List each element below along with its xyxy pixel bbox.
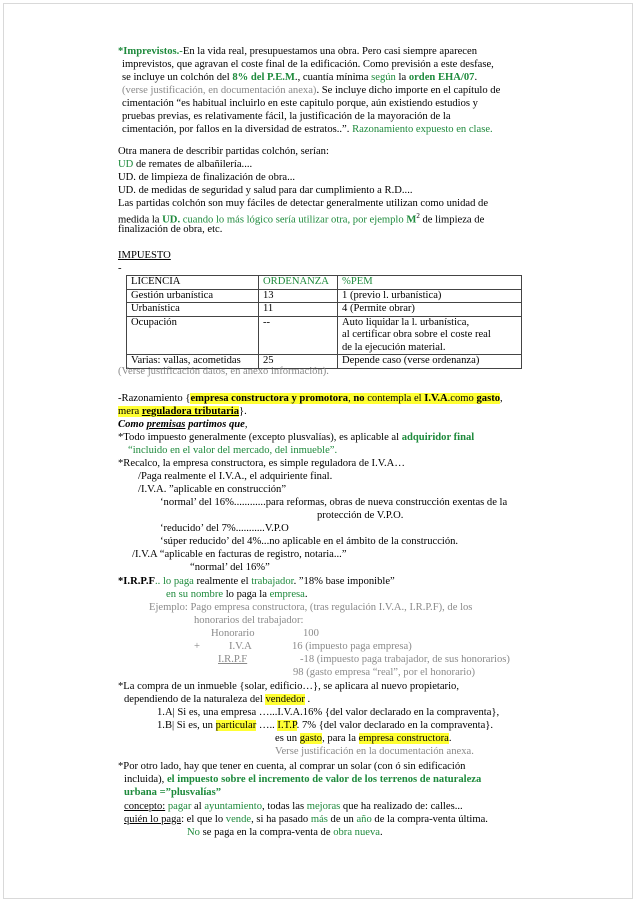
solar-line-6 bbox=[187, 826, 383, 839]
text: . ”18% base imponible” bbox=[293, 576, 395, 587]
irpf-example-6: 98 (gasto empresa “real”, por el honorario) bbox=[293, 667, 476, 678]
imprevistos-line-6: pruebas previas, es relativamente fácil, la justificación de la mayoración de la bbox=[122, 111, 451, 122]
text: 16 (impuesto paga empresa) bbox=[292, 641, 412, 652]
text: I.R.P.F bbox=[218, 654, 248, 665]
text: , para la bbox=[322, 733, 359, 744]
text: Auto liquidar la l. urbanística, bbox=[342, 316, 470, 328]
text: más bbox=[310, 814, 328, 825]
text: de la ejecución material. bbox=[342, 341, 446, 353]
text: dependiendo de la naturaleza del bbox=[124, 694, 266, 705]
highlight: empresa constructora y promotora bbox=[190, 393, 349, 404]
table-cell bbox=[127, 316, 259, 355]
imprevistos-heading: *Imprevistos.- bbox=[118, 46, 183, 57]
text: Honorario bbox=[211, 628, 255, 639]
text: . bbox=[304, 589, 308, 600]
text: realmente el bbox=[193, 576, 252, 587]
colchon-line-2 bbox=[118, 158, 252, 171]
table-cell: 25 bbox=[259, 355, 338, 369]
solar-line-2 bbox=[124, 773, 481, 786]
irpf-example-3 bbox=[211, 627, 319, 640]
text: cuando lo más lógico sería utilizar otra, por ejemplo bbox=[182, 214, 404, 226]
highlight: reguladora tributaria bbox=[141, 406, 240, 417]
razon-line-4 bbox=[118, 431, 474, 444]
irpf-example-1: Ejemplo: Pago empresa constructora, (tras regulación I.V.A., I.R.P.F), de los bbox=[149, 602, 473, 613]
text: 1.B| Si es, un bbox=[157, 720, 216, 731]
text: , si ha pasado bbox=[251, 814, 311, 825]
colchon-line-3: UD. de limpieza de finalización de obra... bbox=[118, 172, 296, 183]
compra-line-1: *La compra de un inmueble {solar, edificio…}, se aplicara al nuevo propietario, bbox=[118, 681, 459, 692]
text: de la compra-venta última. bbox=[371, 814, 488, 825]
text: vende bbox=[225, 814, 252, 825]
table-cell: Depende caso (verse ordenanza) bbox=[338, 355, 522, 369]
solar-line-1: *Por otro lado, hay que tener en cuenta, al comprar un solar (con ó sin edificación bbox=[118, 761, 466, 772]
text: empresa bbox=[269, 589, 305, 600]
table-header-cell: ORDENANZA bbox=[259, 276, 338, 290]
solar-line-4 bbox=[124, 800, 463, 813]
table-row bbox=[127, 289, 522, 303]
compra-line-3: 1.A| Si es, una empresa …...I.V.A.16% {del valor declarado en la compraventa}, bbox=[157, 707, 500, 718]
text: Ocupación bbox=[131, 316, 177, 328]
annex-note: (verse justificación, en documentación anexa) bbox=[122, 85, 317, 96]
razon-line-10: protección de V.P.O. bbox=[317, 510, 404, 521]
text: -Razonamiento { bbox=[118, 393, 191, 404]
text: mejoras bbox=[306, 801, 341, 812]
irpf-example-4 bbox=[194, 640, 412, 653]
text: M bbox=[406, 214, 417, 226]
text: }. bbox=[239, 406, 247, 417]
razon-line-8: /I.V.A. ”aplicable en construcción” bbox=[138, 484, 287, 495]
text: . bbox=[474, 72, 478, 83]
text: . 7% {del valor declarado en la compraventa}. bbox=[296, 720, 494, 731]
class-note: Razonamiento expuesto en clase. bbox=[352, 124, 493, 135]
highlight: gasto bbox=[299, 733, 323, 744]
text: el impuesto sobre el incremento de valor de los terrenos de naturaleza bbox=[166, 774, 482, 785]
text: premisas bbox=[146, 419, 186, 430]
razon-line-5: “incluido en el valor del mercado, del inmueble”. bbox=[128, 445, 338, 456]
text: de remates de albañilería.... bbox=[133, 159, 253, 170]
text: al bbox=[191, 801, 205, 812]
table-row bbox=[127, 303, 522, 317]
text: pagar bbox=[167, 801, 192, 812]
text: obra nueva bbox=[333, 827, 380, 838]
text: , bbox=[348, 393, 354, 404]
text: es un bbox=[275, 733, 300, 744]
text: -- bbox=[263, 316, 271, 328]
table-cell: 11 bbox=[259, 303, 338, 317]
table-cell: Urbanística bbox=[127, 303, 259, 317]
superscript: 2 bbox=[416, 212, 420, 220]
table-cell: 13 bbox=[259, 289, 338, 303]
pem-highlight: 8% del P.E.M bbox=[232, 72, 295, 83]
colchon-line-4: UD. de medidas de seguridad y salud para dar cumplimiento a R.D.... bbox=[118, 185, 413, 196]
text: adquiridor final bbox=[401, 432, 475, 443]
razon-line-1 bbox=[118, 392, 503, 405]
text: ….. bbox=[256, 720, 278, 731]
text: , bbox=[500, 393, 503, 404]
table-cell: Gestión urbanística bbox=[127, 289, 259, 303]
text: de un bbox=[327, 814, 357, 825]
text: . bbox=[379, 827, 383, 838]
razon-line-7: /Paga realmente el I.V.A., el adquiriente final. bbox=[138, 471, 333, 482]
table-cell: 1 (previo l. urbanística) bbox=[338, 289, 522, 303]
table-cell bbox=[259, 316, 338, 355]
text: trabajador bbox=[251, 576, 294, 587]
irpf-example-5 bbox=[218, 653, 510, 666]
text: al certificar obra sobre el coste real bbox=[342, 329, 491, 340]
highlight: particular bbox=[215, 720, 257, 731]
text: No bbox=[187, 827, 200, 838]
imprevistos-line-1 bbox=[118, 45, 477, 58]
orden-reference: orden EHA/07 bbox=[408, 72, 475, 83]
colchon-line-1: Otra manera de describir partidas colchón, serían: bbox=[118, 146, 329, 157]
text: : el que lo bbox=[181, 814, 226, 825]
text: En la vida real, presupuestamos una obra. Pero casi siempre aparecen bbox=[182, 46, 477, 57]
text: 100 bbox=[303, 628, 319, 639]
text: ayuntamiento bbox=[204, 801, 262, 812]
highlight: vendedor bbox=[265, 694, 305, 705]
solar-line-3: urbana =”plusvalías” bbox=[124, 787, 221, 798]
highlight: gasto bbox=[476, 393, 501, 404]
razon-line-3 bbox=[118, 418, 248, 431]
text: lo paga la bbox=[223, 589, 270, 600]
text: .como bbox=[447, 393, 477, 404]
impuesto-dash: - bbox=[118, 263, 122, 274]
razon-line-12: ‘súper reducido’ del 4%...no aplicable en el ámbito de la construcción. bbox=[160, 536, 459, 547]
licencia-table bbox=[126, 275, 522, 369]
text: año bbox=[356, 814, 372, 825]
text: quién lo paga bbox=[124, 814, 182, 825]
ud-highlight: UD. bbox=[162, 214, 181, 226]
text: se incluye un colchón del bbox=[122, 72, 230, 83]
text: de limpieza de bbox=[422, 214, 485, 226]
table-cell bbox=[338, 316, 522, 355]
highlight: no bbox=[353, 393, 365, 404]
razon-line-2 bbox=[118, 405, 247, 418]
razon-line-14: “normal’ del 16%” bbox=[190, 562, 270, 573]
compra-line-5 bbox=[275, 732, 452, 745]
solar-line-5 bbox=[124, 813, 488, 826]
table-cell: Varias: vallas, acometidas bbox=[127, 355, 259, 369]
text: incluida), bbox=[124, 774, 167, 785]
imprevistos-line-5: cimentación “es habitual incluirlo en este capitulo porque, aún existiendo estudios y bbox=[122, 98, 478, 109]
imprevistos-line-7 bbox=[122, 123, 493, 136]
table-header-cell: LICENCIA bbox=[127, 276, 259, 290]
imprevistos-line-3 bbox=[122, 71, 477, 84]
text: UD bbox=[118, 159, 134, 170]
text: . bbox=[304, 694, 311, 705]
razon-line-13: /I.V.A “aplicable en facturas de registro, notaria...” bbox=[132, 549, 347, 560]
text: según bbox=[371, 72, 396, 83]
irpf-line-2 bbox=[166, 588, 308, 601]
razon-line-11: ‘reducido’ del 7%...........V.P.O bbox=[160, 523, 289, 534]
highlight: I.T.P bbox=[277, 720, 297, 731]
imprevistos-line-2: imprevistos, que agravan el coste final de la edificación. Como previsión a este desfase, bbox=[122, 59, 494, 70]
text: la bbox=[398, 72, 407, 83]
text: ., cuantía mínima bbox=[294, 72, 369, 83]
text: contempla el bbox=[364, 393, 425, 404]
irpf-line-1 bbox=[118, 575, 395, 588]
highlight: empresa constructora bbox=[358, 733, 449, 744]
text: . bbox=[448, 733, 452, 744]
razon-line-6: *Recalco, la empresa constructora, es simple reguladora de I.V.A… bbox=[118, 458, 405, 469]
text: partimos que bbox=[185, 419, 245, 430]
table-note: (Verse justificación datos, en anexo información). bbox=[118, 366, 329, 377]
text: + bbox=[194, 641, 200, 652]
compra-line-4 bbox=[157, 719, 493, 732]
text: que ha realizado de: calles... bbox=[340, 801, 463, 812]
irpf-example-2: honorarios del trabajador: bbox=[194, 615, 304, 626]
text: -18 (impuesto paga trabajador, de sus honorarios) bbox=[300, 654, 510, 665]
text: . Se incluye dicho importe en el capítulo de bbox=[316, 85, 501, 96]
text: *Todo impuesto generalmente (excepto plusvalías), es aplicable al bbox=[118, 432, 402, 443]
compra-line-2 bbox=[124, 693, 310, 706]
text: concepto: bbox=[124, 801, 166, 812]
impuesto-heading: IMPUESTO bbox=[118, 250, 171, 261]
text: mera bbox=[118, 406, 142, 417]
text: *I.R.P.F bbox=[118, 576, 155, 587]
text: paga bbox=[173, 576, 194, 587]
razon-line-9: ‘normal’ del 16%............para reformas, obras de nueva construcción exentas de la bbox=[160, 497, 508, 508]
text: se paga en la compra-venta de bbox=[199, 827, 334, 838]
table-header-cell: %PEM bbox=[338, 276, 522, 290]
text: cimentación, por fallos en la diversidad de estratos..”. bbox=[122, 124, 350, 135]
text: , bbox=[244, 419, 248, 430]
text: en su nombre bbox=[166, 589, 224, 600]
colchon-line-5: Las partidas colchón son muy fáciles de detectar generalmente utilizan como unidad de bbox=[118, 198, 489, 209]
table-row bbox=[127, 316, 522, 355]
table-cell: 4 (Permite obrar) bbox=[338, 303, 522, 317]
table-header-row bbox=[127, 276, 522, 290]
colchon-line-7: finalización de obra, etc. bbox=[118, 224, 223, 235]
text: I.V.A bbox=[229, 641, 252, 652]
text: medida la bbox=[118, 214, 160, 226]
imprevistos-line-4 bbox=[122, 84, 500, 97]
highlight: I.V.A bbox=[424, 393, 448, 404]
compra-line-6: Verse justificación en la documentación anexa. bbox=[275, 746, 474, 757]
text: Como bbox=[118, 419, 147, 430]
text: .. lo bbox=[155, 576, 174, 587]
text: , todas las bbox=[262, 801, 307, 812]
